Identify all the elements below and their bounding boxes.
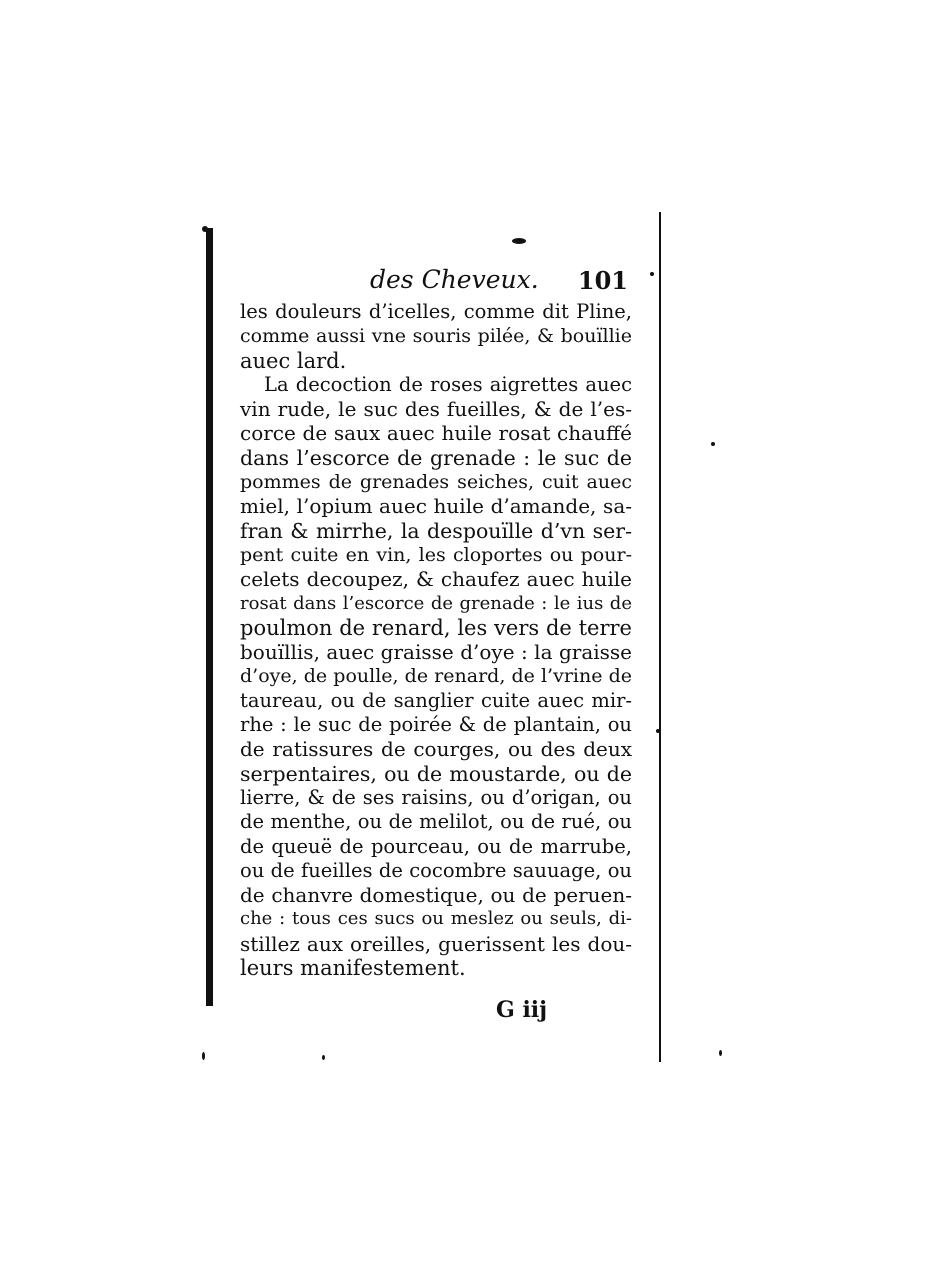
page-number: 101: [577, 266, 628, 295]
text-line: lierre, & de ses raisins, ou d’origan, ou: [240, 785, 632, 809]
text-line: La decoction de roses aigrettes auec: [264, 372, 632, 396]
text-line: leurs manifestement.: [240, 956, 466, 981]
ink-speck: [202, 1052, 205, 1060]
text-line: fran & mirrhe, la despouïlle d’vn ser-: [240, 518, 632, 543]
text-line: de queuë de pourceau, ou de marrube,: [240, 834, 632, 858]
text-line: pommes de grenades seiches, cuit auec: [240, 471, 632, 494]
text-line: d’oye, de poulle, de renard, de l’vrine de: [240, 665, 632, 688]
text-line: corce de saux auec huile rosat chauffé: [240, 421, 632, 446]
text-line: dans l’escorce de grenade : le suc de: [240, 445, 632, 470]
text-line: pent cuite en vin, les cloportes ou pour-: [240, 543, 632, 566]
text-line: ou de fueilles de cocombre sauuage, ou: [240, 858, 632, 882]
text-line: bouïllis, auec graisse d’oye : la graisse: [240, 640, 632, 665]
text-line: de chanvre domestique, ou de peruen-: [240, 883, 632, 908]
left-margin-rule: [206, 228, 213, 1006]
ink-speck: [512, 238, 526, 244]
text-line: stillez aux oreilles, guerissent les dou-: [240, 931, 632, 956]
text-line: miel, l’opium auec huile d’amande, sa-: [240, 494, 632, 519]
signature-mark: G iij: [496, 997, 548, 1023]
page-header: [244, 262, 632, 300]
ink-speck: [650, 272, 654, 276]
signature-line: [460, 996, 580, 1024]
text-line: de menthe, ou de melilot, ou de rué, ou: [240, 810, 632, 834]
text-line: taureau, ou de sanglier cuite auec mir-: [240, 688, 632, 712]
body-text: [240, 300, 632, 980]
text-line: vin rude, le suc des fueilles, & de l’es-: [240, 397, 632, 422]
running-title: des Cheveux.: [370, 265, 539, 294]
text-line: che : tous ces sucs ou meslez ou seuls, di-: [240, 908, 632, 930]
text-line: serpentaires, ou de moustarde, ou de: [240, 761, 632, 786]
text-line: rosat dans l’escorce de grenade : le ius de: [240, 592, 632, 614]
text-line: de ratissures de courges, ou des deux: [240, 737, 632, 762]
ink-speck: [202, 226, 208, 232]
text-line: comme aussi vne souris pilée, & bouïllie: [240, 325, 632, 348]
text-line: les douleurs d’icelles, comme dit Pline,: [240, 300, 632, 323]
ink-speck: [656, 729, 660, 733]
text-line: auec lard.: [240, 348, 347, 373]
text-line: rhe : le suc de poirée & de plantain, ou: [240, 713, 632, 737]
ink-speck: [719, 1050, 722, 1056]
ink-speck: [322, 1055, 325, 1060]
text-line: celets decoupez, & chaufez auec huile: [240, 567, 632, 592]
ink-speck: [711, 442, 715, 446]
text-line: poulmon de renard, les vers de terre: [240, 615, 632, 640]
right-margin-rule: [659, 212, 661, 1062]
